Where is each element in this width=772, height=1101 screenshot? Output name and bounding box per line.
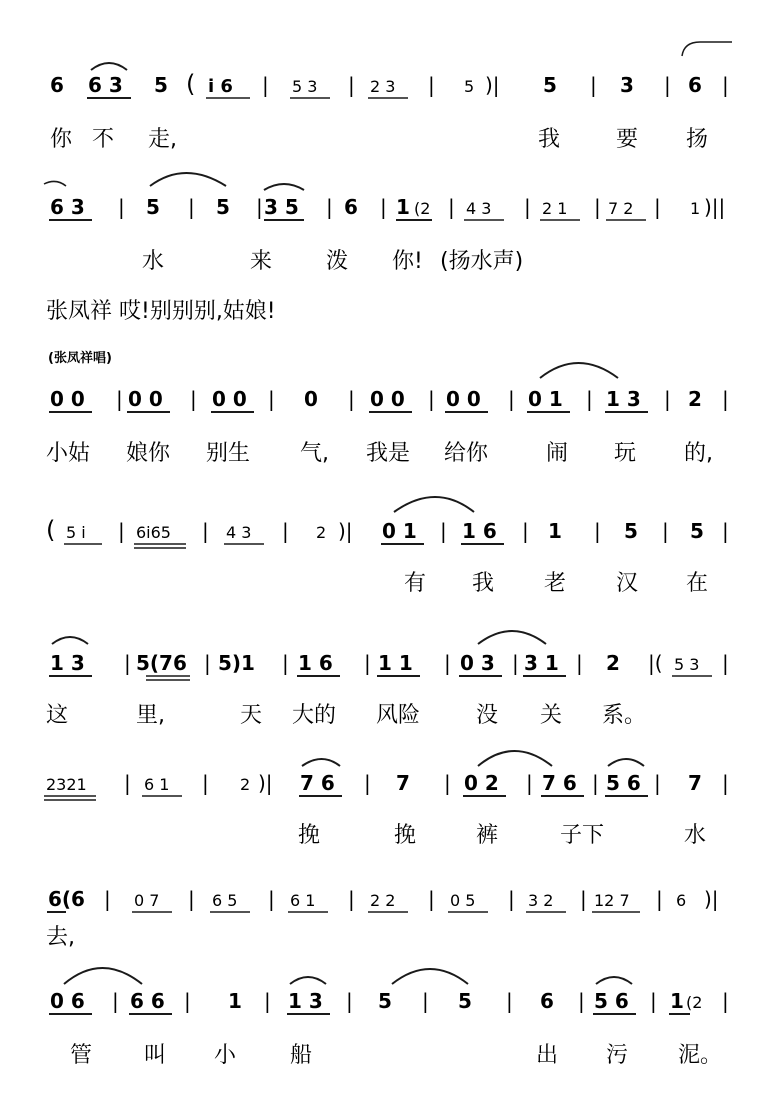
barline: | [580, 887, 587, 911]
barline: | [448, 195, 455, 219]
singer-label: (张凤祥唱) [48, 351, 112, 366]
note: 6 [688, 73, 702, 97]
barline: | [722, 651, 729, 675]
note: 6 [676, 891, 687, 910]
lyric: 船 [290, 1043, 313, 1068]
barline: | [526, 771, 533, 795]
lyric: 娘你 [126, 441, 171, 466]
barline: | [256, 195, 263, 219]
barline: | [190, 387, 197, 411]
note: 5 [458, 989, 472, 1013]
lyrics-row [404, 571, 708, 596]
lyric: 闹 [546, 441, 569, 466]
note: 5 [378, 989, 392, 1013]
barline: | [364, 651, 371, 675]
barline: | [282, 651, 289, 675]
lyric: 别生 [206, 441, 251, 466]
barline: | [578, 989, 585, 1013]
barline: | [264, 989, 271, 1013]
lyric: 玩 [614, 441, 637, 466]
lyric: 子下 [560, 823, 605, 848]
note: 5 [690, 519, 704, 543]
lyric: 泥。 [678, 1043, 723, 1068]
note: 5 [146, 195, 160, 219]
lyric: 挽 [394, 823, 417, 848]
note: 0 3 [460, 651, 495, 675]
lyric: 水 [142, 249, 165, 274]
note: 1 1 [378, 651, 413, 675]
note: 3 5 [264, 195, 299, 219]
barline: | [364, 771, 371, 795]
barline: | [348, 73, 355, 97]
note: 5 6 [606, 771, 641, 795]
barline: | [440, 519, 447, 543]
barline: | [722, 73, 729, 97]
barline: | [188, 887, 195, 911]
barline: | [508, 887, 515, 911]
barline: | [204, 651, 211, 675]
lyric: 在 [686, 571, 709, 596]
lyric: 这 [46, 703, 69, 728]
note: 6 1 [290, 891, 316, 910]
system-4 [46, 350, 729, 466]
lyric: 我 [472, 571, 495, 596]
note: 7 [688, 771, 702, 795]
note: 5(76 [136, 651, 187, 675]
lyric: 给你 [444, 441, 489, 466]
lyric: 你! [392, 249, 423, 274]
lyric: 叫 [144, 1043, 167, 1068]
note: 1 3 [50, 651, 85, 675]
lyric: 泼 [326, 249, 349, 274]
note: 0 1 [382, 519, 417, 543]
barline: | [188, 195, 195, 219]
notation-row [50, 651, 729, 675]
lyrics-row [70, 1043, 722, 1068]
barline: | [592, 771, 599, 795]
note: 3 [620, 73, 634, 97]
lyric: 没 [476, 703, 499, 728]
barline: | [722, 989, 729, 1013]
note: (2 [686, 993, 703, 1012]
note: 6 [50, 73, 64, 97]
note: 5 [464, 77, 475, 96]
barline: | [202, 771, 209, 795]
lyric: 我是 [366, 441, 411, 466]
lyrics-row [298, 823, 706, 848]
note: 1 [228, 989, 242, 1013]
barline: | [326, 195, 333, 219]
system-1 [50, 42, 732, 152]
system-8 [46, 887, 719, 950]
lyric: 你 [50, 127, 73, 152]
barline: | [576, 651, 583, 675]
note: 6 6 [130, 989, 165, 1013]
lyric: 风险 [376, 703, 421, 728]
barline: |( [648, 651, 663, 675]
barline: | [118, 195, 125, 219]
note: 2 [688, 387, 702, 411]
note: 5 3 [292, 77, 318, 96]
note: 1 [396, 195, 410, 219]
note: 3 1 [524, 651, 559, 675]
lyric: 裤 [476, 823, 499, 848]
barline: | [422, 989, 429, 1013]
lyric: 不 [92, 127, 115, 152]
lyric: 小姑 [46, 441, 91, 466]
notation-row [48, 887, 719, 911]
note: 0 5 [450, 891, 476, 910]
note: 6 1 [144, 775, 170, 794]
barline: )| [338, 519, 353, 543]
note: 6 [344, 195, 358, 219]
note: 0 6 [50, 989, 85, 1013]
notation-row [50, 195, 725, 219]
barline: )| [485, 73, 500, 97]
note: 5 3 [674, 655, 700, 674]
note: 2 1 [542, 199, 568, 218]
notation-row [46, 771, 729, 795]
note: 4 3 [226, 523, 252, 542]
barline: | [428, 387, 435, 411]
notation-row [50, 387, 729, 411]
notation-marks [87, 42, 732, 98]
barline: | [116, 387, 123, 411]
lyric: 大的 [292, 703, 337, 728]
note: 7 6 [300, 771, 335, 795]
barline: | [654, 195, 661, 219]
note: 6 [540, 989, 554, 1013]
lyric: 挽 [298, 823, 321, 848]
barline: | [654, 771, 661, 795]
note: 7 2 [608, 199, 634, 218]
barline: | [512, 651, 519, 675]
note: 2 3 [370, 77, 396, 96]
barline: | [262, 73, 269, 97]
note: 0 0 [370, 387, 405, 411]
lyric: 出 [536, 1043, 559, 1068]
note: 1 6 [298, 651, 333, 675]
note: 0 [304, 387, 318, 411]
notation-row [50, 70, 729, 98]
note: 1 3 [606, 387, 641, 411]
lyric: 的, [684, 441, 713, 466]
note: 12 7 [594, 891, 630, 910]
note: 2321 [46, 775, 87, 794]
lyric: 汉 [616, 571, 639, 596]
barline: | [590, 73, 597, 97]
barline: | [118, 519, 125, 543]
lyrics-row [46, 441, 713, 466]
system-5 [46, 497, 729, 596]
note: 5)1 [218, 651, 255, 675]
lyric: 小 [214, 1043, 237, 1068]
lyric: 气, [300, 441, 329, 466]
lyric: 我 [538, 127, 561, 152]
note: 2 2 [370, 891, 396, 910]
barline: | [282, 519, 289, 543]
barline: )| [704, 887, 719, 911]
note: 3 2 [528, 891, 554, 910]
note: 0 1 [528, 387, 563, 411]
note: 7 [396, 771, 410, 795]
barline: | [124, 651, 131, 675]
lyric: 来 [250, 249, 273, 274]
note: 2 [606, 651, 620, 675]
note: 0 0 [50, 387, 85, 411]
note: 5 [543, 73, 557, 97]
barline: | [348, 887, 355, 911]
lyric: 走, [148, 127, 177, 152]
lyric: 有 [404, 571, 427, 596]
system-3 [46, 299, 276, 324]
note: 5 i [66, 523, 86, 542]
barline: | [268, 887, 275, 911]
lyric: 水 [684, 823, 707, 848]
note: ( [46, 516, 56, 544]
barline: | [656, 887, 663, 911]
lyric: 污 [606, 1043, 629, 1068]
lyric: 要 [616, 127, 639, 152]
note: 6i65 [136, 523, 171, 542]
barline: | [662, 519, 669, 543]
note: 0 0 [446, 387, 481, 411]
note: 2 [316, 523, 327, 542]
system-7 [44, 751, 729, 848]
barline: | [104, 887, 111, 911]
notation-row [46, 516, 729, 544]
note: 6 5 [212, 891, 238, 910]
note: 1 [690, 199, 701, 218]
barline: | [184, 989, 191, 1013]
barline: | [112, 989, 119, 1013]
barline: | [268, 387, 275, 411]
barline: | [428, 73, 435, 97]
barline: | [444, 651, 451, 675]
note: 1 [548, 519, 562, 543]
system-9 [49, 968, 729, 1068]
lyric: 老 [544, 571, 567, 596]
note: 5 6 [594, 989, 629, 1013]
lyrics-row [50, 127, 708, 152]
note: 7 6 [542, 771, 577, 795]
barline: )|| [704, 195, 726, 219]
lyric: 扬 [686, 127, 709, 152]
note: 6 3 [50, 195, 85, 219]
barline: | [124, 771, 131, 795]
barline: | [664, 73, 671, 97]
barline: | [722, 387, 729, 411]
note: 0 0 [212, 387, 247, 411]
lyrics-row [46, 703, 646, 728]
system-6 [46, 631, 729, 728]
note: 2 [240, 775, 251, 794]
barline: | [506, 989, 513, 1013]
barline: | [722, 519, 729, 543]
spoken-line: 张凤祥 哎!别别别,姑娘! [46, 299, 276, 324]
barline: | [722, 771, 729, 795]
note: (2 [414, 199, 431, 218]
note: 5 [216, 195, 230, 219]
note: 6 3 [88, 73, 123, 97]
barline: | [428, 887, 435, 911]
lyrics-row [142, 249, 523, 274]
barline: | [444, 771, 451, 795]
note: 0 0 [128, 387, 163, 411]
barline: | [380, 195, 387, 219]
barline: )| [258, 771, 273, 795]
note: i 6 [208, 76, 233, 97]
note: 4 3 [466, 199, 492, 218]
barline: | [650, 989, 657, 1013]
barline: | [664, 387, 671, 411]
barline: | [524, 195, 531, 219]
barline: | [594, 195, 601, 219]
barline: | [594, 519, 601, 543]
lyric: 关 [540, 703, 563, 728]
note: 1 3 [288, 989, 323, 1013]
system-2 [44, 173, 725, 274]
barline: | [202, 519, 209, 543]
note: 1 [670, 989, 684, 1013]
note: 5 [624, 519, 638, 543]
barline: | [522, 519, 529, 543]
lyric: 里, [136, 703, 165, 728]
lyric: (扬水声) [440, 249, 524, 274]
lyrics-row [46, 925, 75, 950]
lyric: 系。 [602, 703, 647, 728]
barline: | [586, 387, 593, 411]
note: 0 2 [464, 771, 499, 795]
barline: | [348, 387, 355, 411]
note: 6(6 [48, 887, 85, 911]
note: 5 [154, 73, 168, 97]
lyric: 天 [240, 703, 263, 728]
lyric: 去, [46, 925, 75, 950]
notation-row [50, 989, 729, 1013]
note: 1 6 [462, 519, 497, 543]
barline: | [508, 387, 515, 411]
note: 0 7 [134, 891, 160, 910]
note: ( [186, 70, 196, 98]
barline: | [346, 989, 353, 1013]
lyric: 管 [70, 1043, 93, 1068]
